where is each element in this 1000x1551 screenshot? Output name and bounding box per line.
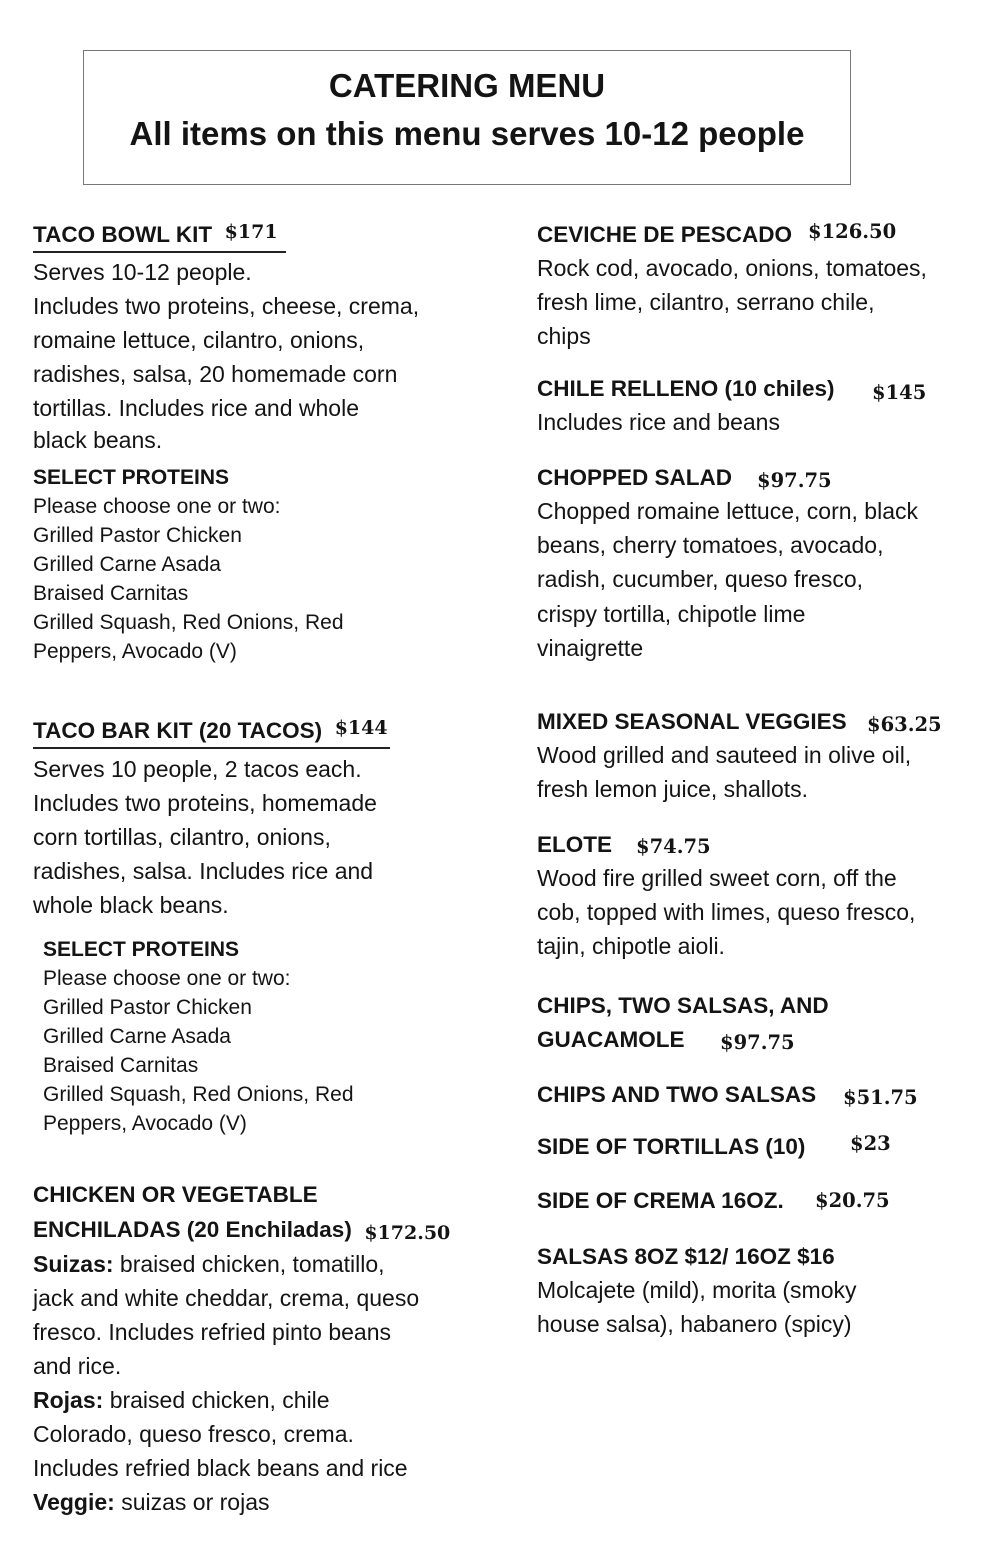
suizas-line: fresco. Includes refried pinto beans: [33, 1319, 391, 1345]
taco-bar-description: [33, 752, 390, 922]
taco-bowl-name: TACO BOWL KIT: [33, 222, 213, 247]
enchiladas-heading-line1: CHICKEN OR VEGETABLE: [33, 1182, 318, 1207]
veggies-section: [537, 707, 942, 806]
protein-item: Grilled Carne Asada: [33, 553, 221, 576]
protein-item: Braised Carnitas: [33, 582, 189, 605]
elote-line: cob, topped with limes, queso fresco,: [537, 899, 916, 926]
taco-bar-line: corn tortillas, cilantro, onions,: [33, 824, 331, 850]
chips-guac-name: GUACAMOLE: [537, 1027, 685, 1052]
salsas-line: house salsa), habanero (spicy): [537, 1311, 852, 1338]
chips-salsas-heading: [537, 1080, 918, 1110]
enchiladas-description: [33, 1247, 450, 1519]
taco-bar-name: TACO BAR KIT (20 TACOS): [33, 718, 323, 743]
chopped-salad-heading: [537, 463, 918, 493]
tortillas-section: [537, 1132, 891, 1162]
tortillas-price: $23: [850, 1132, 891, 1155]
protein-item: Grilled Carne Asada: [43, 1025, 231, 1048]
crema-price: $20.75: [815, 1189, 890, 1212]
veggies-name: MIXED SEASONAL VEGGIES: [537, 709, 847, 734]
salsas-section: [537, 1242, 857, 1341]
taco-bar-heading: [33, 716, 390, 749]
protein-item: Grilled Squash, Red Onions, Red: [43, 1083, 354, 1106]
suizas-label: Suizas:: [33, 1251, 114, 1277]
tortillas-name: SIDE OF TORTILLAS (10): [537, 1134, 806, 1159]
ceviche-section: [537, 220, 927, 354]
taco-bar-line: radishes, salsa. Includes rice and: [33, 858, 374, 884]
suizas-line: [33, 1247, 450, 1281]
chile-relleno-price: $145: [872, 381, 927, 404]
taco-bowl-line: romaine lettuce, cilantro, onions,: [33, 327, 365, 353]
ceviche-name: CEVICHE DE PESCADO: [537, 222, 793, 247]
elote-name: ELOTE: [537, 832, 613, 857]
veggie-label: Veggie:: [33, 1489, 115, 1515]
crema-heading: [537, 1186, 890, 1216]
chips-guac-heading-line2: [537, 1025, 829, 1055]
veggies-line: fresh lemon juice, shallots.: [537, 776, 809, 803]
taco-bar-heading-underline: [33, 716, 390, 749]
suizas-first: braised chicken, tomatillo,: [119, 1251, 385, 1277]
taco-bowl-description: [33, 255, 419, 455]
tortillas-heading: [537, 1132, 891, 1162]
taco-bar-line: Includes two proteins, homemade: [33, 790, 377, 816]
taco-bowl-line: tortillas. Includes rice and whole: [33, 395, 359, 421]
rojas-line: Includes refried black beans and rice: [33, 1455, 408, 1481]
taco-bar-line: Serves 10 people, 2 tacos each.: [33, 756, 362, 782]
rojas-first: braised chicken, chile: [109, 1387, 330, 1413]
rojas-label: Rojas:: [33, 1387, 104, 1413]
elote-line: tajin, chipotle aioli.: [537, 933, 725, 960]
chips-salsas-name: CHIPS AND TWO SALSAS: [537, 1082, 817, 1107]
taco-bowl-heading: [33, 220, 419, 253]
menu-title: CATERING MENU: [328, 67, 606, 104]
enchiladas-section: [33, 1180, 450, 1519]
protein-item: Please choose one or two:: [43, 967, 291, 990]
protein-item: Grilled Pastor Chicken: [33, 524, 242, 547]
taco-bowl-line: black beans.: [33, 427, 163, 453]
taco-bowl-proteins-heading: SELECT PROTEINS: [33, 466, 230, 489]
chips-guac-heading-line1: CHIPS, TWO SALSAS, AND: [537, 993, 829, 1018]
chile-relleno-section: [537, 374, 927, 439]
taco-bar-line: whole black beans.: [33, 892, 229, 918]
taco-bowl-price: $171: [224, 221, 278, 243]
ceviche-line: Rock cod, avocado, onions, tomatoes,: [537, 255, 927, 281]
chile-relleno-name: CHILE RELLENO (10 chiles): [537, 376, 835, 401]
chopped-salad-price: $97.75: [757, 469, 832, 492]
taco-bowl-line: Includes two proteins, cheese, crema,: [33, 293, 420, 319]
taco-bowl-proteins: [33, 463, 344, 666]
chips-salsas-price: $51.75: [843, 1086, 918, 1109]
enchiladas-name: ENCHILADAS (20 Enchiladas): [33, 1217, 352, 1242]
veggies-line: Wood grilled and sauteed in olive oil,: [537, 742, 912, 768]
taco-bar-section: [33, 716, 390, 922]
ceviche-line: chips: [537, 323, 591, 350]
taco-bowl-line: Serves 10-12 people.: [33, 259, 252, 285]
veggie-text: suizas or rojas: [121, 1489, 270, 1515]
chile-relleno-heading: [537, 374, 927, 404]
protein-item: Please choose one or two:: [33, 495, 281, 518]
taco-bowl-line: radishes, salsa, 20 homemade corn: [33, 361, 398, 387]
taco-bar-price: $144: [334, 717, 388, 739]
enchiladas-heading-line2: [33, 1215, 450, 1246]
taco-bar-proteins-heading: SELECT PROTEINS: [43, 938, 240, 961]
veggies-heading: [537, 707, 942, 737]
taco-bowl-heading-underline: [33, 220, 286, 253]
chopped-salad-line: crispy tortilla, chipotle lime: [537, 600, 806, 627]
suizas-line: jack and white cheddar, crema, queso: [33, 1285, 420, 1311]
taco-bowl-section: [33, 220, 419, 455]
elote-section: [537, 830, 915, 964]
ceviche-line: fresh lime, cilantro, serrano chile,: [537, 289, 875, 316]
protein-item: Grilled Pastor Chicken: [43, 996, 252, 1019]
ceviche-heading: [537, 220, 927, 250]
chopped-salad-line: radish, cucumber, queso fresco,: [537, 566, 863, 593]
rojas-line: [33, 1383, 450, 1417]
elote-line: Wood fire grilled sweet corn, off the: [537, 865, 897, 891]
chopped-salad-section: [537, 463, 918, 665]
header-box: [83, 50, 851, 185]
elote-heading: [537, 830, 915, 860]
crema-section: [537, 1186, 890, 1216]
veggies-price: $63.25: [867, 713, 942, 736]
chile-relleno-line: Includes rice and beans: [537, 409, 780, 435]
chopped-salad-line: Chopped romaine lettuce, corn, black: [537, 498, 918, 524]
enchiladas-price: $172.50: [364, 1222, 451, 1244]
protein-item: Grilled Squash, Red Onions, Red: [33, 611, 344, 634]
menu-subtitle: All items on this menu serves 10-12 people: [129, 115, 805, 152]
veggie-line: [33, 1485, 450, 1519]
chopped-salad-line: vinaigrette: [537, 634, 644, 661]
protein-item: Peppers, Avocado (V): [43, 1112, 247, 1135]
chips-guac-section: [537, 991, 829, 1055]
salsas-line: Molcajete (mild), morita (smoky: [537, 1277, 857, 1303]
ceviche-price: $126.50: [808, 220, 897, 243]
taco-bar-proteins: [43, 935, 354, 1138]
rojas-line: Colorado, queso fresco, crema.: [33, 1421, 354, 1447]
elote-price: $74.75: [636, 835, 711, 858]
crema-name: SIDE OF CREMA 16OZ.: [537, 1188, 784, 1213]
protein-item: Peppers, Avocado (V): [33, 640, 237, 663]
salsas-heading: SALSAS 8OZ $12/ 16OZ $16: [537, 1244, 835, 1269]
chopped-salad-name: CHOPPED SALAD: [537, 465, 733, 490]
protein-item: Braised Carnitas: [43, 1054, 199, 1077]
chopped-salad-line: beans, cherry tomatoes, avocado,: [537, 532, 884, 559]
chips-guac-price: $97.75: [720, 1031, 795, 1054]
chips-salsas-section: [537, 1080, 918, 1110]
suizas-line: and rice.: [33, 1353, 122, 1379]
